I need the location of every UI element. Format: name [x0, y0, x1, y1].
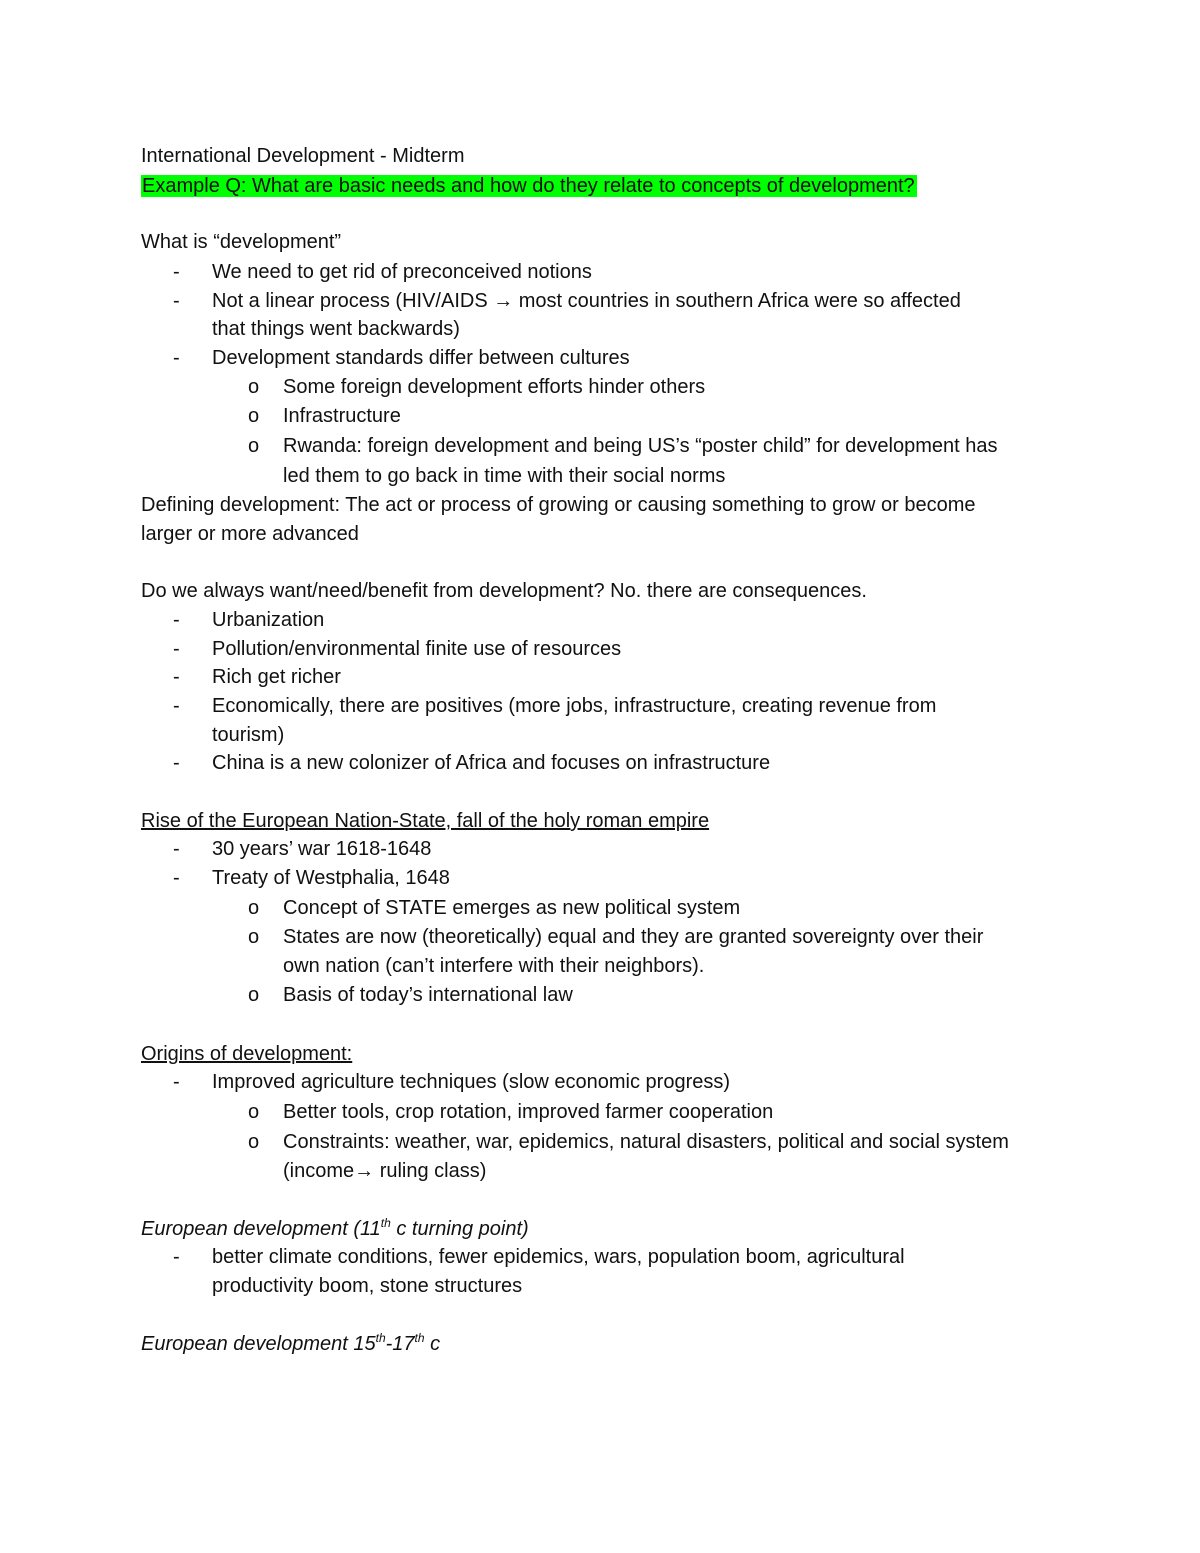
list-item: Urbanization: [212, 609, 325, 631]
bullet-circle: o: [248, 1131, 260, 1153]
superscript: th: [414, 1331, 425, 1345]
rise-heading: Rise of the European Nation-State, fall of the holy roman empire: [141, 810, 710, 832]
superscript: th: [375, 1331, 386, 1345]
sub-item: Some foreign development efforts hinder others: [283, 376, 706, 398]
bullet-dash: -: [173, 261, 180, 283]
sub-item: Infrastructure: [283, 405, 401, 427]
sub-item-continuation: own nation (can’t interfere with their neighbors).: [283, 955, 705, 977]
bullet-dash: -: [173, 838, 180, 860]
sub-item: Rwanda: foreign development and being US’s “poster child” for development has: [283, 435, 998, 457]
list-item: Pollution/environmental finite use of resources: [212, 638, 622, 660]
list-item: Not a linear process (HIV/AIDS → most countries in southern Africa were so affected: [212, 290, 961, 312]
heading-text: c: [424, 1333, 441, 1355]
sub-item: States are now (theoretically) equal and they are granted sovereignty over their: [283, 926, 984, 948]
always-heading: Do we always want/need/benefit from development? No. there are consequences.: [141, 580, 867, 602]
sub-item: Better tools, crop rotation, improved farmer cooperation: [283, 1101, 774, 1123]
bullet-circle: o: [248, 376, 260, 398]
sub-item: Concept of STATE emerges as new political system: [283, 897, 741, 919]
sub-item: Constraints: weather, war, epidemics, natural disasters, political and social system: [283, 1131, 1009, 1153]
european-15th-heading: [141, 1330, 440, 1359]
list-item: 30 years’ war 1618-1648: [212, 838, 432, 860]
bullet-circle: o: [248, 1101, 260, 1123]
bullet-dash: -: [173, 752, 180, 774]
bullet-circle: o: [248, 405, 260, 427]
example-question: [141, 172, 917, 201]
list-item-continuation: that things went backwards): [212, 318, 460, 340]
sub-item-continuation: led them to go back in time with their social norms: [283, 465, 726, 487]
list-item: Treaty of Westphalia, 1648: [212, 867, 450, 889]
bullet-dash: -: [173, 695, 180, 717]
heading-text: European development 15: [141, 1333, 376, 1355]
bullet-circle: o: [248, 435, 260, 457]
list-item-continuation: productivity boom, stone structures: [212, 1275, 523, 1297]
heading-text: European development (11: [141, 1218, 381, 1240]
list-item: Improved agriculture techniques (slow economic progress): [212, 1071, 731, 1093]
european-11th-heading: [141, 1215, 529, 1244]
bullet-dash: -: [173, 347, 180, 369]
bullet-dash: -: [173, 609, 180, 631]
sub-item-continuation: (income→ ruling class): [283, 1160, 487, 1182]
list-item-continuation: tourism): [212, 724, 285, 746]
bullet-circle: o: [248, 897, 260, 919]
bullet-dash: -: [173, 290, 180, 312]
doc-title: International Development - Midterm: [141, 145, 465, 167]
defining-text: larger or more advanced: [141, 523, 359, 545]
sub-item: Basis of today’s international law: [283, 984, 573, 1006]
superscript: th: [380, 1216, 391, 1230]
heading-text: c turning point): [390, 1218, 529, 1240]
origins-heading: Origins of development:: [141, 1043, 353, 1065]
highlight: Example Q: What are basic needs and how do they relate to concepts of development?: [142, 175, 915, 197]
heading-text: -17: [385, 1333, 415, 1355]
bullet-dash: -: [173, 638, 180, 660]
bullet-circle: o: [248, 926, 260, 948]
bullet-dash: -: [173, 1246, 180, 1268]
list-item: Rich get richer: [212, 666, 341, 688]
list-item: better climate conditions, fewer epidemics, wars, population boom, agricultural: [212, 1246, 905, 1268]
what-is-heading: What is “development”: [141, 231, 342, 253]
bullet-circle: o: [248, 984, 260, 1006]
bullet-dash: -: [173, 1071, 180, 1093]
defining-text: Defining development: The act or process of growing or causing something to grow or become: [141, 494, 976, 516]
bullet-dash: -: [173, 867, 180, 889]
bullet-dash: -: [173, 666, 180, 688]
list-item: China is a new colonizer of Africa and focuses on infrastructure: [212, 752, 771, 774]
list-item: Economically, there are positives (more jobs, infrastructure, creating revenue from: [212, 695, 937, 717]
list-item: Development standards differ between cultures: [212, 347, 630, 369]
list-item: We need to get rid of preconceived notions: [212, 261, 592, 283]
